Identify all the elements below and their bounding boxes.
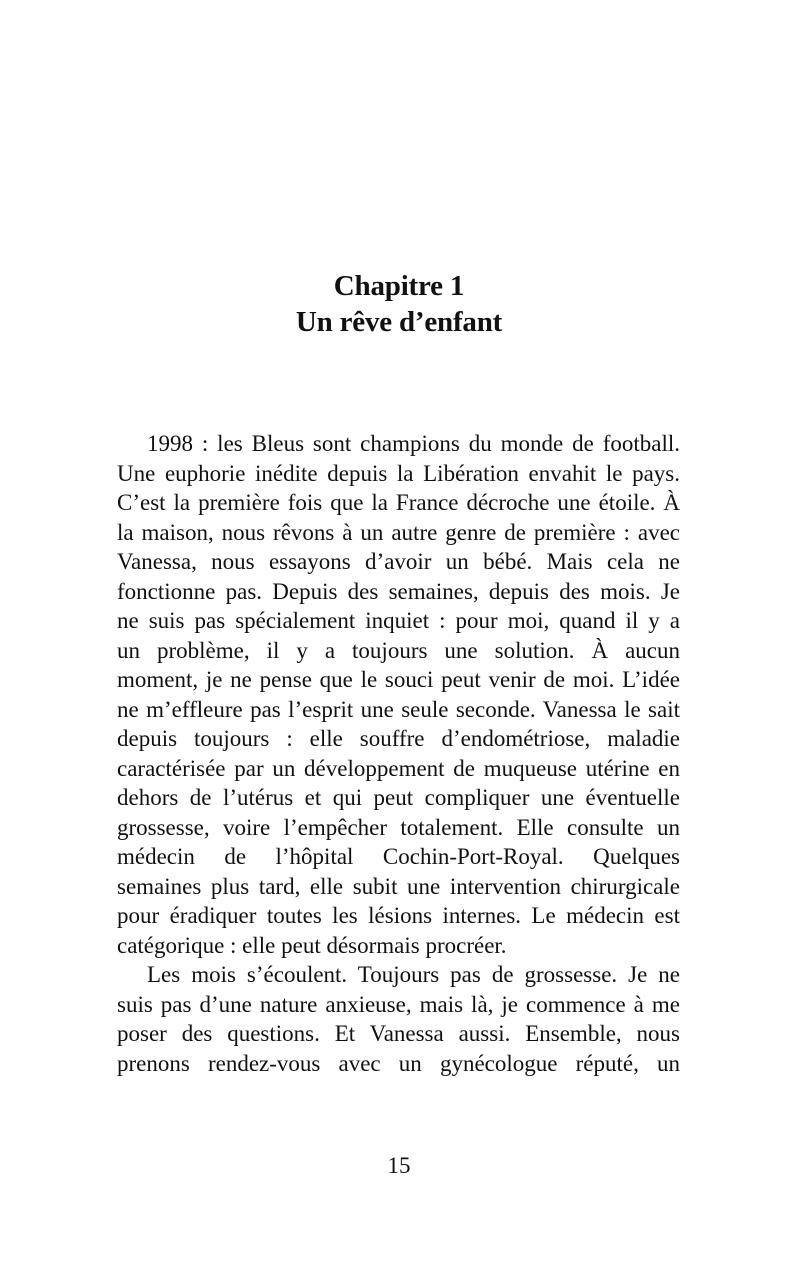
- text-line: C’est la première fois que la France décroche une étoile. À: [117, 490, 680, 515]
- text-line: caractérisée par un développement de muqueuse utérine en: [117, 755, 680, 781]
- text-line: fonctionne pas. Depuis des semaines, depuis des mois. Je: [117, 578, 680, 604]
- paragraph-1: [117, 429, 680, 960]
- text-line: grossesse, voire l’empêcher totalement. Elle consulte un: [117, 814, 680, 840]
- paragraph-2: [117, 960, 680, 1078]
- page-number: 15: [387, 1153, 411, 1178]
- text-line: suis pas d’une nature anxieuse, mais là, je commence à me: [117, 991, 680, 1017]
- text-line: Les mois s’écoulent. Toujours pas de grossesse. Je ne: [147, 962, 680, 987]
- text-line: catégorique : elle peut désormais procréer.: [117, 932, 507, 958]
- text-line: Vanessa, nous essayons d’avoir un bébé. Mais cela ne: [117, 549, 680, 574]
- chapter-number: Chapitre 1: [333, 270, 465, 302]
- text-line: 1998 : les Bleus sont champions du monde de football.: [147, 431, 680, 456]
- chapter-heading: [0, 268, 798, 340]
- chapter-title: Un rêve d’enfant: [295, 306, 503, 338]
- text-line: ne m’effleure pas l’esprit une seule seconde. Vanessa le sait: [117, 696, 680, 722]
- text-line: dehors de l’utérus et qui peut compliquer une éventuelle: [117, 785, 680, 810]
- text-line: la maison, nous rêvons à un autre genre de première : avec: [117, 519, 680, 545]
- text-line: ne suis pas spécialement inquiet : pour moi, quand il y a: [117, 608, 680, 633]
- body-text: [117, 429, 680, 1078]
- text-line: prenons rendez-vous avec un gynécologue réputé, un: [117, 1050, 680, 1076]
- text-line: semaines plus tard, elle subit une intervention chirurgicale: [117, 873, 680, 899]
- text-line: Une euphorie inédite depuis la Libération envahit le pays.: [117, 460, 680, 486]
- text-line: poser des questions. Et Vanessa aussi. Ensemble, nous: [117, 1021, 680, 1046]
- text-line: pour éradiquer toutes les lésions internes. Le médecin est: [117, 903, 680, 928]
- text-line: un problème, il y a toujours une solution. À aucun: [117, 637, 680, 663]
- text-line: médecin de l’hôpital Cochin-Port-Royal. Quelques: [117, 844, 680, 869]
- text-line: moment, je ne pense que le souci peut venir de moi. L’idée: [117, 667, 680, 692]
- text-line: depuis toujours : elle souffre d’endométriose, maladie: [117, 726, 680, 751]
